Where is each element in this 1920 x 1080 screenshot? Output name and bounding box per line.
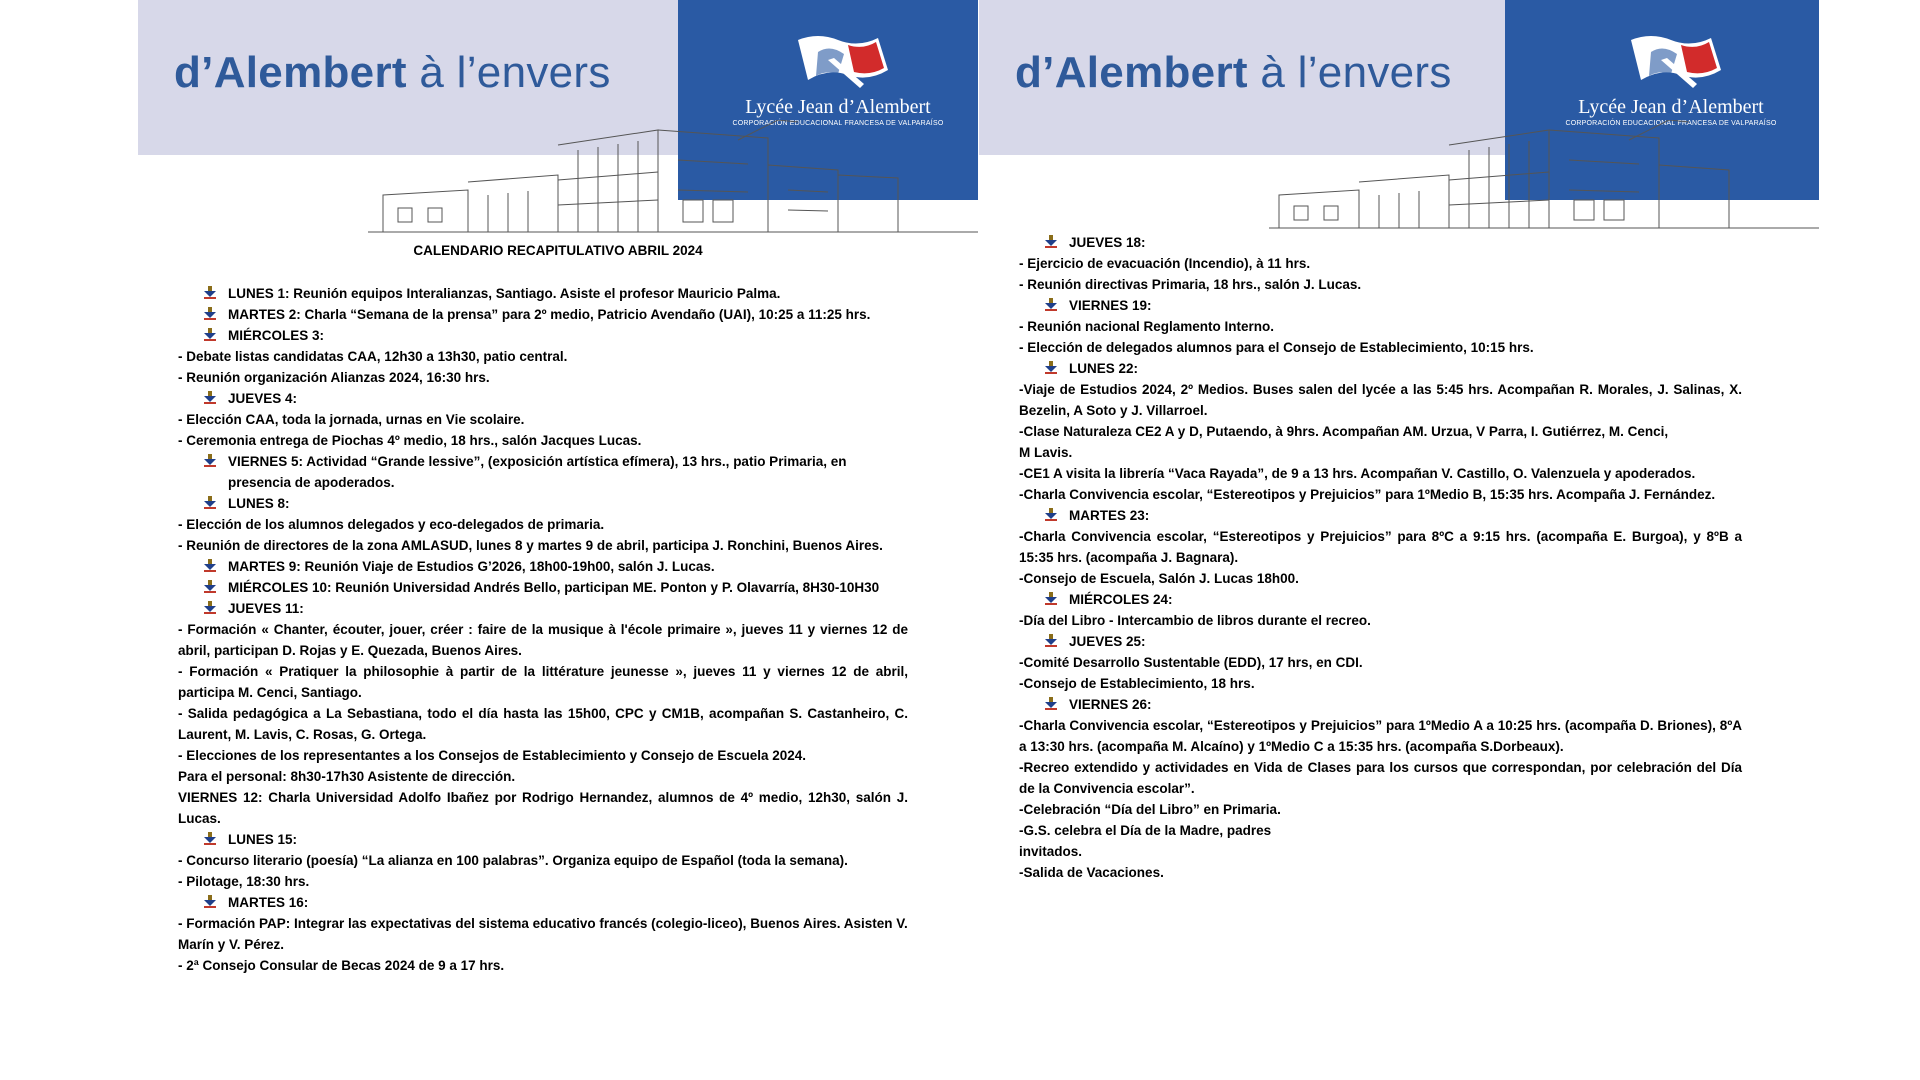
list-item: - Formación « Chanter, écouter, jouer, créer : faire de la musique à l'école primaire », jueves 11 y viernes 12 de abril, participan D. Rojas y E. Quezada, Buenos Aires.	[178, 622, 908, 658]
arrow-down-bullet-icon	[204, 307, 216, 320]
list-item: -Celebración “Día del Libro” en Primaria.	[1019, 802, 1281, 817]
arrow-down-bullet-icon	[1045, 508, 1057, 521]
calendar-list-left	[178, 283, 908, 976]
arrow-down-bullet-icon	[1045, 298, 1057, 311]
newsletter-page-right	[979, 0, 1819, 1080]
list-item: LUNES 15:	[178, 829, 908, 850]
arrow-down-bullet-icon	[1045, 361, 1057, 374]
list-item: - Salida pedagógica a La Sebastiana, todo el día hasta las 15h00, CPC y CM1B, acompañan S. Castanheiro, C. Laurent, M. Lavis, C. Rosas, G. Ortega.	[178, 706, 908, 742]
list-item: VIERNES 12: Charla Universidad Adolfo Ibañez por Rodrigo Hernandez, alumnos de 4º medio, 12h30, salón J. Lucas.	[178, 790, 908, 826]
list-item: -Charla Convivencia escolar, “Estereotipos y Prejuicios” para 1ºMedio B, 15:35 hrs. Acompaña J. Fernández.	[1019, 487, 1716, 502]
list-item: - Pilotage, 18:30 hrs.	[178, 874, 310, 889]
list-item: -Viaje de Estudios 2024, 2º Medios. Buses salen del lycée a las 5:45 hrs. Acompañan R. Morales, J. Salinas, X. Bezelin, A Soto y J. Villarroel.	[1019, 382, 1742, 418]
list-item: VIERNES 19:	[1019, 295, 1742, 316]
arrow-down-bullet-icon	[1045, 634, 1057, 647]
list-item: -G.S. celebra el Día de la Madre, padres invitados.	[1019, 823, 1272, 859]
list-item: JUEVES 18:	[1019, 232, 1742, 253]
list-item: MARTES 16:	[178, 892, 908, 913]
list-item: - Ceremonia entrega de Piochas 4º medio, 18 hrs., salón Jacques Lucas.	[178, 433, 642, 448]
list-item: MARTES 2: Charla “Semana de la prensa” para 2º medio, Patricio Avendaño (UAI), 10:25 a 11:25 hrs.	[178, 304, 908, 325]
arrow-down-bullet-icon	[204, 496, 216, 509]
list-item: - Ejercicio de evacuación (Incendio), à 11 hrs.	[1019, 256, 1311, 271]
arrow-down-bullet-icon	[204, 601, 216, 614]
school-subtitle: CORPORACIÓN EDUCACIONAL FRANCESA DE VALPARAÍSO	[732, 120, 944, 127]
list-item: -Consejo de Establecimiento, 18 hrs.	[1019, 676, 1255, 691]
list-item: - Reunión directivas Primaria, 18 hrs., salón J. Lucas.	[1019, 277, 1362, 292]
page-header	[979, 0, 1819, 235]
list-item: MARTES 9: Reunión Viaje de Estudios G’2026, 18h00-19h00, salón J. Lucas.	[178, 556, 908, 577]
list-item: MIÉRCOLES 24:	[1019, 589, 1742, 610]
calendar-list-right	[1019, 232, 1742, 883]
list-item: LUNES 22:	[1019, 358, 1742, 379]
list-item: - Elección de delegados alumnos para el Consejo de Establecimiento, 10:15 hrs.	[1019, 340, 1534, 355]
list-item: - Concurso literario (poesía) “La alianza en 100 palabras”. Organiza equipo de Español (toda la semana).	[178, 853, 848, 868]
list-item: MIÉRCOLES 10: Reunión Universidad Andrés Bello, participan ME. Ponton y P. Olavarría, 8H30-10H30	[178, 577, 908, 598]
list-item: Para el personal: 8h30-17h30 Asistente de dirección.	[178, 769, 516, 784]
list-item: JUEVES 4:	[178, 388, 908, 409]
list-item: -Charla Convivencia escolar, “Estereotipos y Prejuicios” para 8ºC a 9:15 hrs. (acompaña E. Burgoa), y 8ºB a 15:35 hrs. (acompaña J. Bagnara).	[1019, 529, 1742, 565]
list-item: - 2ª Consejo Consular de Becas 2024 de 9 a 17 hrs.	[178, 958, 505, 973]
list-item: - Elección CAA, toda la jornada, urnas en Vie scolaire.	[178, 412, 525, 427]
school-name: Lycée Jean d’Alembert	[745, 96, 931, 118]
school-name: Lycée Jean d’Alembert	[1578, 96, 1764, 118]
list-item: - Debate listas candidatas CAA, 12h30 a 13h30, patio central.	[178, 349, 568, 364]
list-item: -Día del Libro - Intercambio de libros durante el recreo.	[1019, 613, 1371, 628]
arrow-down-bullet-icon	[204, 895, 216, 908]
list-item: MARTES 23:	[1019, 505, 1742, 526]
arrow-down-bullet-icon	[204, 832, 216, 845]
arrow-down-bullet-icon	[1045, 235, 1057, 248]
list-item: -CE1 A visita la librería “Vaca Rayada”, de 9 a 13 hrs. Acompañan V. Castillo, O. Valenzuela y apoderados.	[1019, 466, 1696, 481]
list-item: JUEVES 25:	[1019, 631, 1742, 652]
list-item: - Reunión organización Alianzas 2024, 16:30 hrs.	[178, 370, 490, 385]
list-item: JUEVES 11:	[178, 598, 908, 619]
school-logo-icon	[1621, 30, 1731, 100]
arrow-down-bullet-icon	[204, 286, 216, 299]
arrow-down-bullet-icon	[204, 454, 216, 467]
list-item: LUNES 1: Reunión equipos Interalianzas, Santiago. Asiste el profesor Mauricio Palma.	[178, 283, 908, 304]
arrow-down-bullet-icon	[1045, 592, 1057, 605]
list-item: -Comité Desarrollo Sustentable (EDD), 17 hrs, en CDI.	[1019, 655, 1363, 670]
list-item: - Formación PAP: Integrar las expectativas del sistema educativo francés (colegio-liceo), Buenos Aires. Asisten V. Marín y V. Pérez.	[178, 916, 908, 952]
list-item: VIERNES 5: Actividad “Grande lessive”, (exposición artística efímera), 13 hrs., patio Primaria, en presencia de apoderados.	[178, 451, 908, 493]
list-item: -Recreo extendido y actividades en Vida de Clases para los cursos que correspondan, por celebración del Día de la Convivencia escolar”.	[1019, 760, 1742, 796]
list-item: -Clase Naturaleza CE2 A y D, Putaendo, à 9hrs. Acompañan AM. Urzua, V Parra, I. Gutiérrez, M. Cenci, M Lavis.	[1019, 424, 1669, 460]
list-item: - Reunión nacional Reglamento Interno.	[1019, 319, 1275, 334]
arrow-down-bullet-icon	[204, 580, 216, 593]
list-item: - Reunión de directores de la zona AMLASUD, lunes 8 y martes 9 de abril, participa J. Ronchini, Buenos Aires.	[178, 538, 883, 553]
list-item: -Consejo de Escuela, Salón J. Lucas 18h00.	[1019, 571, 1299, 586]
arrow-down-bullet-icon	[204, 559, 216, 572]
list-item: - Elecciones de los representantes a los Consejos de Establecimiento y Consejo de Escuela 2024.	[178, 748, 806, 763]
school-building-drawing	[979, 120, 1819, 235]
list-item: LUNES 8:	[178, 493, 908, 514]
list-item: - Elección de los alumnos delegados y eco-delegados de primaria.	[178, 517, 605, 532]
school-building-drawing	[138, 120, 978, 235]
list-item: -Charla Convivencia escolar, “Estereotipos y Prejuicios” para 1ºMedio A a 10:25 hrs. (acompaña D. Briones), 8ºA a 13:30 hrs. (acompaña M. Alcaíno) y 1ºMedio C a 15:35 hrs. (acompaña S.Dorbeaux).	[1019, 718, 1742, 754]
newsletter-title: d’Alembert à l’envers	[1015, 48, 1452, 97]
list-item: VIERNES 26:	[1019, 694, 1742, 715]
list-item: MIÉRCOLES 3:	[178, 325, 908, 346]
arrow-down-bullet-icon	[204, 328, 216, 341]
newsletter-title: d’Alembert à l’envers	[174, 48, 611, 97]
school-logo-icon	[788, 30, 898, 100]
newsletter-page-left	[138, 0, 978, 1080]
calendar-title: CALENDARIO RECAPITULATIVO ABRIL 2024	[413, 243, 703, 258]
list-item: - Formación « Pratiquer la philosophie à partir de la littérature jeunesse », jueves 11 y viernes 12 de abril, participa M. Cenci, Santiago.	[178, 664, 908, 700]
arrow-down-bullet-icon	[1045, 697, 1057, 710]
list-item: -Salida de Vacaciones.	[1019, 865, 1164, 880]
school-subtitle: CORPORACIÓN EDUCACIONAL FRANCESA DE VALPARAÍSO	[1565, 120, 1777, 127]
page-header	[138, 0, 978, 235]
arrow-down-bullet-icon	[204, 391, 216, 404]
